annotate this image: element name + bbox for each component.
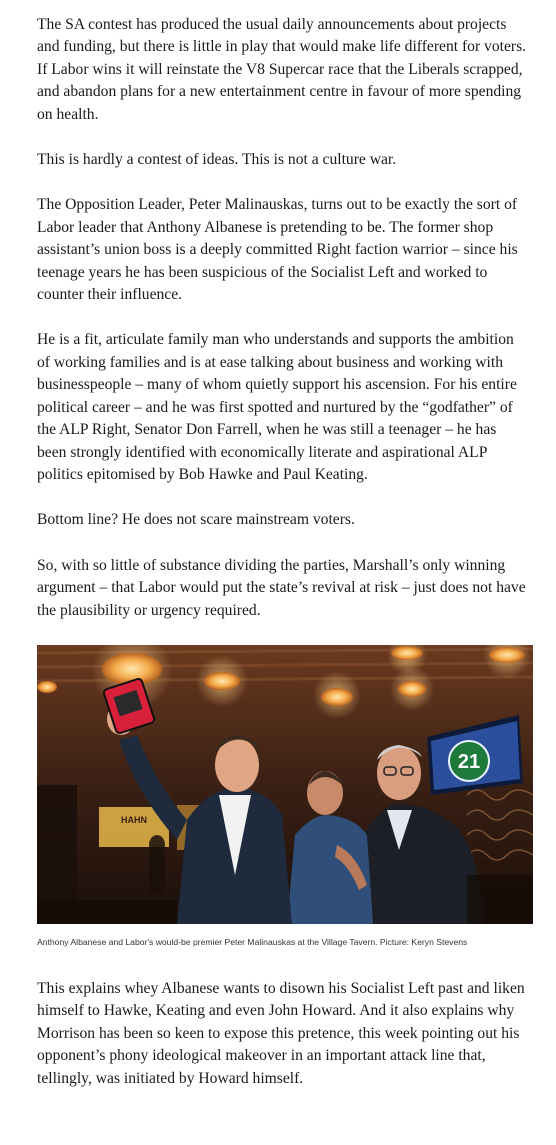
article-paragraph: This explains whey Albanese wants to disown his Socialist Left past and liken himself to Hawke, Keating and even John Howard. And it also explains why Morrison has been so keen to expose this pretence, this week pointing out his opponent’s phony ideological makeover in an important attack line that, tellingly, was initiated by Howard himself. xyxy=(37,979,525,1087)
article-paragraph: The SA contest has produced the usual daily announcements about projects and funding, but there is little in play that would make life different for voters. If Labor wins it will reinstate the V8 Supercar race that the Liberals scrapped, and abandon plans for a new entertainment centre in favour of more spending on health. xyxy=(37,16,527,123)
article-paragraph: The Opposition Leader, Peter Malinauskas, turns out to be exactly the sort of Labor leader that Anthony Albanese is pretending to be. The former shop assistant’s union boss is a deeply committed Right faction warrior – since his teenage years he has been suspicious of the Socialist Left and worked to counter their influence. xyxy=(37,196,518,304)
article-body xyxy=(37,14,527,1113)
photo-caption: Anthony Albanese and Labor's would-be premier Peter Malinauskas at the Village Tavern. Picture: Keryn Stevens xyxy=(37,936,468,947)
article-paragraph: He is a fit, articulate family man who understands and supports the ambition of working families and is at ease talking about business and working with businesspeople – many of whom quietly support his ascension. For his entire political career – and he was first spotted and nurtured by the “godfather” of the ALP Right, Senator Don Farrell, when he was still a teenager – he has been strongly identified with economically literate and aspirational ALP politics epitomised by Bob Hawke and Paul Keating. xyxy=(37,331,517,483)
article-paragraph: This is hardly a contest of ideas. This is not a culture war. xyxy=(37,151,397,169)
svg-text:HAHN: HAHN xyxy=(121,814,147,825)
article-paragraph: Bottom line? He does not scare mainstream voters. xyxy=(37,511,355,529)
article-photo[interactable] xyxy=(37,645,533,924)
article-paragraph: So, with so little of substance dividing the parties, Marshall’s only winning argument – that Labor would put the state’s revival at risk – just does not have the plausibility or urgency required. xyxy=(37,556,526,619)
tv-screen-number: 21 xyxy=(457,750,481,773)
